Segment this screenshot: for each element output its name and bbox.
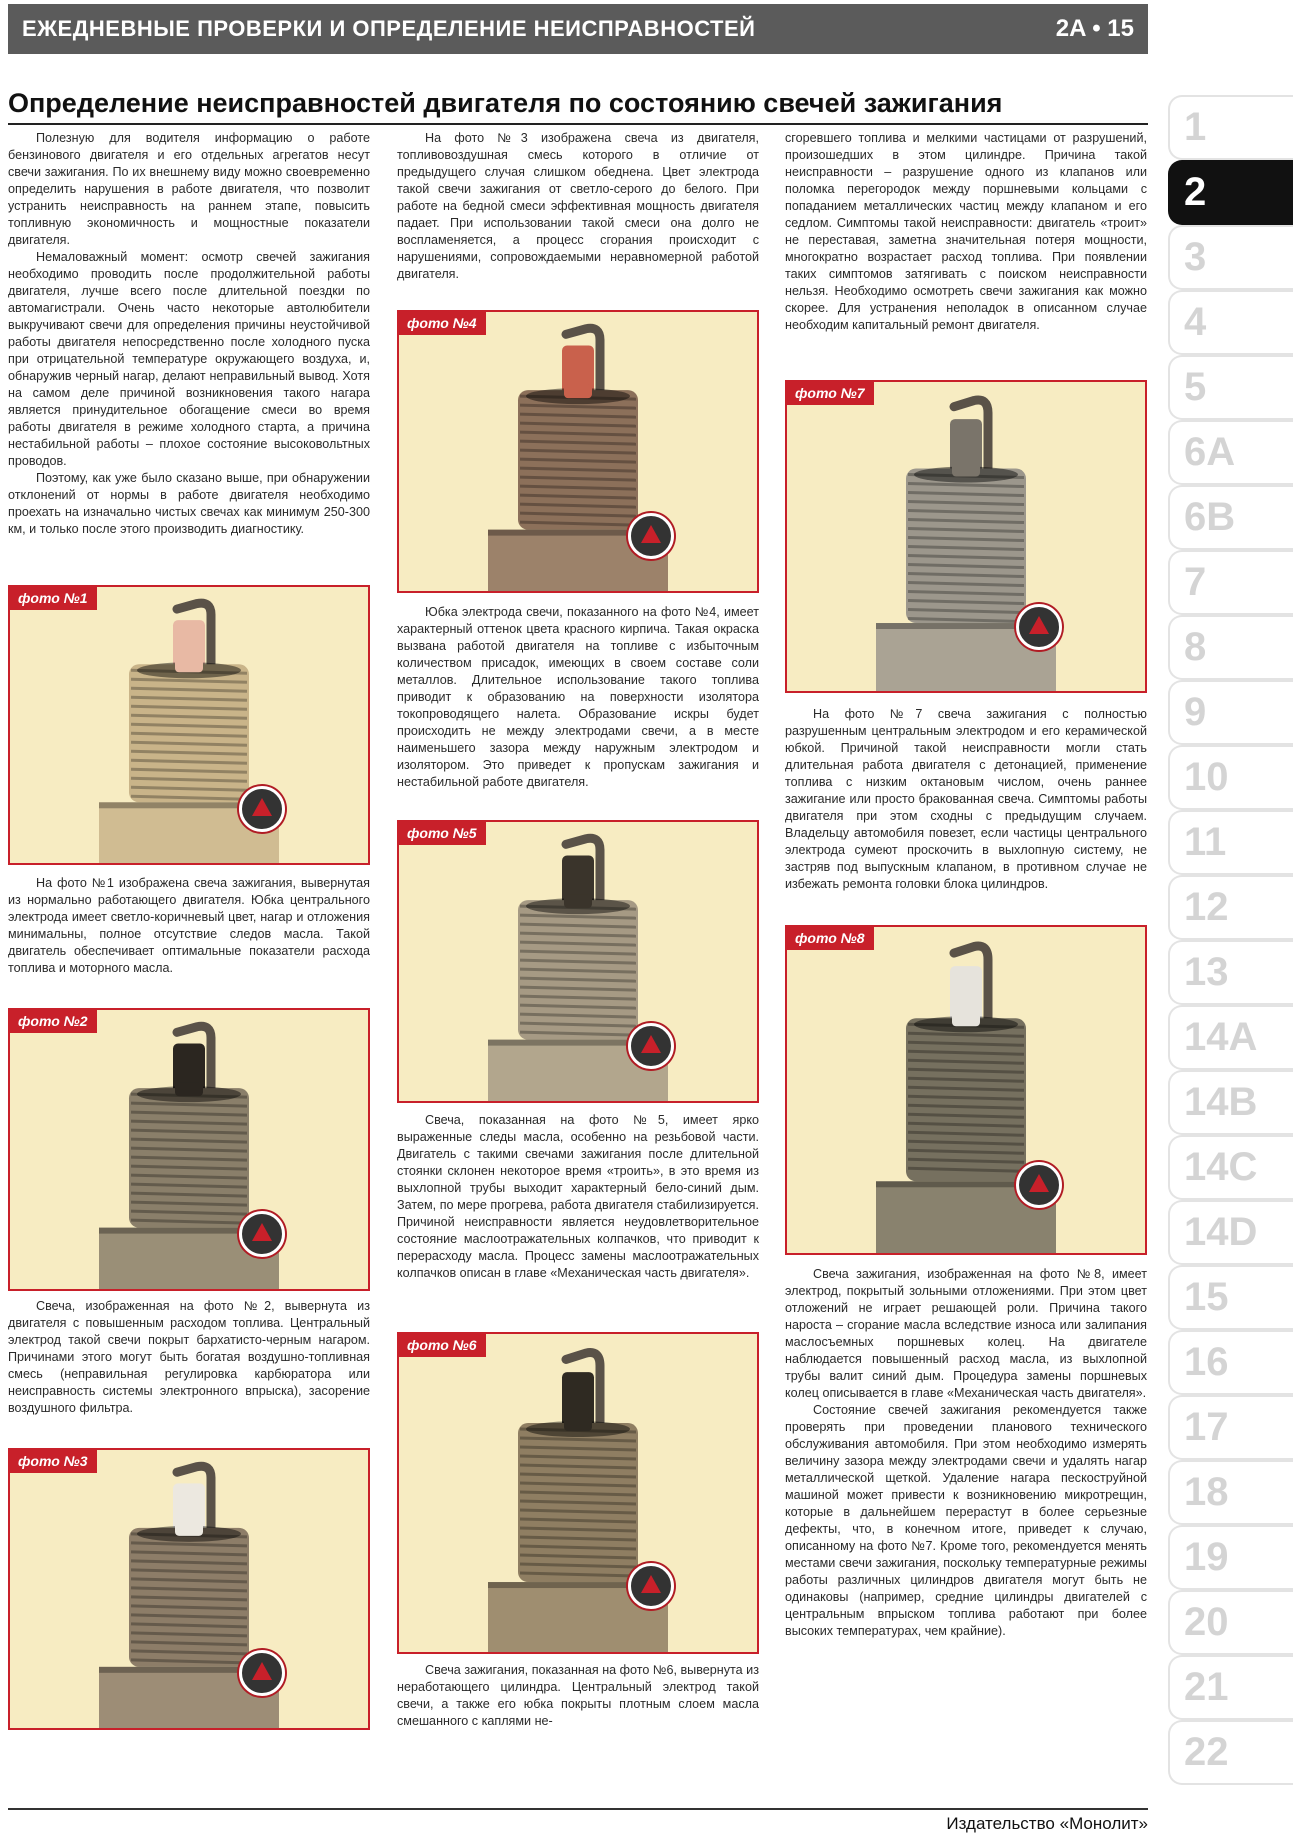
photo-label: фото №2 xyxy=(10,1010,97,1033)
chapter-tab-17[interactable]: 17 xyxy=(1168,1395,1293,1460)
photo-7 xyxy=(785,380,1147,693)
publisher-logo-icon xyxy=(628,513,674,559)
paragraph: Немаловажный момент: осмотр свечей зажигания необходимо проводить после продолжительной работы двигателя, лучше всего после длительной поездки по автомагистрали. Очень часто некоторые автолюбители выкручивают свечи для определения причины неустойчивой работы двигателя непосредственно после холодного пуска при отрицательной температуре окружающего воздуха, и, обнаружив черный нагар, делают неправильный вывод. Хотя на самом деле причиной возникновения такого нагара является принудительное обогащение смеси во время работы двигателя в режиме холодного старта, а причина нестабильной работы – плохое состояние высоковольтных проводов. xyxy=(8,250,370,468)
publisher-logo-icon xyxy=(628,1023,674,1069)
photo-1 xyxy=(8,585,370,865)
photo-label: фото №6 xyxy=(399,1334,486,1357)
column-3-caption-7 xyxy=(785,706,1147,893)
spark-plug-image xyxy=(399,312,757,591)
chapter-tab-14a[interactable]: 14A xyxy=(1168,1005,1293,1070)
chapter-tab-12[interactable]: 12 xyxy=(1168,875,1293,940)
chapter-tab-10[interactable]: 10 xyxy=(1168,745,1293,810)
column-2-top xyxy=(397,130,759,283)
photo-5 xyxy=(397,820,759,1103)
chapter-tab-14c[interactable]: 14C xyxy=(1168,1135,1293,1200)
spark-plug-image xyxy=(787,927,1145,1253)
photo-2-caption: Свеча, изображенная на фото №2, вывернута из двигателя с повышенным расходом топлива. Центральный электрод такой свечи покрыт бархатисто-черным нагаром. Причинами этого могут быть богатая воздушно-топливная смесь (неправильная регулировка карбюратора или неисправность системы электронного впрыска), засорение воздушного фильтра. xyxy=(8,1299,370,1415)
photo-7-caption: На фото №7 свеча зажигания с полностью разрушенным центральным электродом и его керамической юбкой. Причиной такой неисправности могли стать длительная работа двигателя с детонацией, применение топлива с низким октановым числом, очень раннее зажигание или просто бракованная свеча. Симптомы работы двигателя при этом сходны с предыдущим случаем. Владельцу автомобиля повезет, если частицы центрального электрода сумеют проскочить в выхлопную систему, не застряв под выпускным клапаном, в противном случае не избежать ремонта головки блока цилиндров. xyxy=(785,707,1147,891)
section-title: ЕЖЕДНЕВНЫЕ ПРОВЕРКИ И ОПРЕДЕЛЕНИЕ НЕИСПРАВНОСТЕЙ xyxy=(22,16,756,41)
spark-plug-image xyxy=(10,587,368,863)
photo-label: фото №3 xyxy=(10,1450,97,1473)
footer-divider xyxy=(8,1808,1148,1810)
chapter-tab-11[interactable]: 11 xyxy=(1168,810,1293,875)
photo-label: фото №1 xyxy=(10,587,97,610)
photo-6 xyxy=(397,1332,759,1654)
spark-plug-image xyxy=(399,822,757,1101)
photo-label: фото №5 xyxy=(399,822,486,845)
paragraph: Состояние свечей зажигания рекомендуется также проверять при проведении планового технического обслуживания автомобиля. При этом необходимо измерять величину зазора между электродами свечи и удалять нагар металлической щеткой. Удаление нагара пескоструйной машиной может привести к возникновению микротрещин, которые в дальнейшем перерастут в более серьезные дефекты, что, в конечном итоге, приведет к случаю, описанному на фото №7. Кроме того, рекомендуется менять местами свечи зажигания, поскольку температурные режимы работы различных цилиндров двигателя могут быть не одинаковы (например, средние цилиндры двигателей с центральным впрыском топлива работают при более высоких температурах, чем крайние). xyxy=(785,1403,1147,1638)
chapter-tab-14b[interactable]: 14B xyxy=(1168,1070,1293,1135)
publisher-logo-icon xyxy=(239,1650,285,1696)
photo-2 xyxy=(8,1008,370,1291)
column-1-caption-1 xyxy=(8,875,370,977)
photo-6-caption: Свеча зажигания, показанная на фото №6, вывернута из неработающего цилиндра. Центральный электрод такой свечи, а также его юбка покрыты плотным слоем масла смешанного с каплями не- xyxy=(397,1663,759,1728)
column-3-top xyxy=(785,130,1147,334)
chapter-tab-13[interactable]: 13 xyxy=(1168,940,1293,1005)
photo-5-caption: Свеча, показанная на фото №5, имеет ярко выраженные следы масла, особенно на резьбовой части. Двигатель с такими свечами зажигания после длительной стоянки склонен некоторое время «троить», в это время из выхлопной трубы выходит характерный бело-синий дым. Затем, по мере прогрева, работа двигателя стабилизируется. Причиной неисправности является неудовлетворительное состояние маслоотражательных колпачков, что приводит к перерасходу масла. Процесс замены маслоотражательных колпачков описан в главе «Механическая часть двигателя». xyxy=(397,1113,759,1280)
spark-plug-image xyxy=(787,382,1145,691)
column-1 xyxy=(8,130,370,538)
photo-3 xyxy=(8,1448,370,1730)
page-header xyxy=(8,4,1148,54)
chapter-tab-22[interactable]: 22 xyxy=(1168,1720,1293,1785)
publisher-logo-icon xyxy=(628,1563,674,1609)
chapter-tab-2[interactable]: 2 xyxy=(1168,160,1293,225)
spark-plug-image xyxy=(399,1334,757,1652)
chapter-tab-1[interactable]: 1 xyxy=(1168,95,1293,160)
publisher-logo-icon xyxy=(239,786,285,832)
column-2-caption-5 xyxy=(397,1112,759,1282)
photo-8-caption: Свеча зажигания, изображенная на фото №8, имеет электрод, покрытый зольными отложениями. При этом цвет отложений не играет решающей роли. Причина такого нароста – сгорание масла вследствие износа или залипания маслосъемных поршневых колец. На двигателе наблюдается повышенный расход масла, из выхлопной трубы валит синий дым. Процедура замены поршневых колец описывается в главе «Механическая часть двигателя». xyxy=(785,1267,1147,1400)
chapter-tab-20[interactable]: 20 xyxy=(1168,1590,1293,1655)
photo-label: фото №8 xyxy=(787,927,874,950)
photo-label: фото №4 xyxy=(399,312,486,335)
chapter-tab-15[interactable]: 15 xyxy=(1168,1265,1293,1330)
paragraph: сгоревшего топлива и мелкими частицами от разрушений, произошедших в этом цилиндре. Причина такой неисправности – разрушение одного из клапанов или поломка перегородок между поршневыми кольцами с попаданием металлических частиц между клапаном и его седлом. Симптомы такой неисправности: двигатель «троит» не переставая, заметна значительная потеря мощности, многократно возрастает расход топлива. При появлении таких симптомов затягивать с поиском неисправности нельзя. Необходимо осмотреть свечи зажигания как можно скорее. Для устранения неполадок в описанном случае необходим капитальный ремонт двигателя. xyxy=(785,131,1147,332)
page-number: 2A • 15 xyxy=(1055,15,1134,42)
column-3-caption-8 xyxy=(785,1266,1147,1640)
photo-4 xyxy=(397,310,759,593)
chapter-tab-16[interactable]: 16 xyxy=(1168,1330,1293,1395)
photo-label: фото №7 xyxy=(787,382,874,405)
chapter-tab-6b[interactable]: 6B xyxy=(1168,485,1293,550)
chapter-tab-9[interactable]: 9 xyxy=(1168,680,1293,745)
publisher-logo-icon xyxy=(1016,1162,1062,1208)
paragraph: Полезную для водителя информацию о работе бензинового двигателя и его отдельных агрегатов несут свечи зажигания. По их внешнему виду можно своевременно определить нарушения в работе двигателя, что позволит устранить неисправность на раннем этапе, повысить топливную экономичность и мощностные показатели двигателя. xyxy=(8,131,370,247)
chapter-tab-6a[interactable]: 6A xyxy=(1168,420,1293,485)
chapter-tab-4[interactable]: 4 xyxy=(1168,290,1293,355)
spark-plug-image xyxy=(10,1450,368,1728)
chapter-tab-3[interactable]: 3 xyxy=(1168,225,1293,290)
spark-plug-image xyxy=(10,1010,368,1289)
photo-1-caption: На фото №1 изображена свеча зажигания, вывернутая из нормально работающего двигателя. Юбка центрального электрода имеет светло-коричневый цвет, нагар и отложения минимальны, полное отсутствие следов масла. Такой двигатель обеспечивает оптимальные показатели расхода топлива и моторного масла. xyxy=(8,876,370,975)
chapter-tab-5[interactable]: 5 xyxy=(1168,355,1293,420)
column-2-caption-4 xyxy=(397,604,759,791)
chapter-tab-7[interactable]: 7 xyxy=(1168,550,1293,615)
photo-3-caption: На фото №3 изображена свеча из двигателя, топливовоздушная смесь которого в отличие от предыдущего случая слишком обеднена. Цвет электрода такой свечи зажигания от светло-серого до белого. При работе на бедной смеси эффективная мощность двигателя падает. При использовании такой смеси она долго не воспламеняется, а процесс сгорания происходит с нарушениями, сопровождаемыми неравномерной работой двигателя. xyxy=(397,131,759,281)
article-heading: Определение неисправностей двигателя по состоянию свечей зажигания xyxy=(8,88,1148,125)
photo-4-caption: Юбка электрода свечи, показанного на фото №4, имеет характерный оттенок цвета красного кирпича. Такая окраска вызвана работой двигателя на топливе с избыточным количеством присадок, имеющих в своем составе соли металлов. Длительное использование такого топлива приводит к образованию на поверхности изолятора токопроводящего налета. Образование искры будет происходить не между электродами свечи, а в месте наименьшего зазора между наружным электродом и изолятором. Это приведет к пропускам зажигания и нестабильной работе двигателя. xyxy=(397,605,759,789)
chapter-tab-18[interactable]: 18 xyxy=(1168,1460,1293,1525)
column-2-caption-6 xyxy=(397,1662,759,1730)
chapter-tab-21[interactable]: 21 xyxy=(1168,1655,1293,1720)
paragraph: Поэтому, как уже было сказано выше, при обнаружении отклонений от нормы в работе двигателя необходимо проехать на изначально чистых свечах как минимум 250-300 км, и только после этого производить диагностику. xyxy=(8,471,370,536)
publisher-logo-icon xyxy=(239,1211,285,1257)
column-1-caption-2 xyxy=(8,1298,370,1417)
chapter-tab-19[interactable]: 19 xyxy=(1168,1525,1293,1590)
photo-8 xyxy=(785,925,1147,1255)
publisher-credit: Издательство «Монолит» xyxy=(946,1814,1148,1833)
chapter-tab-14d[interactable]: 14D xyxy=(1168,1200,1293,1265)
chapter-tab-8[interactable]: 8 xyxy=(1168,615,1293,680)
chapter-tabs xyxy=(1168,95,1293,1785)
